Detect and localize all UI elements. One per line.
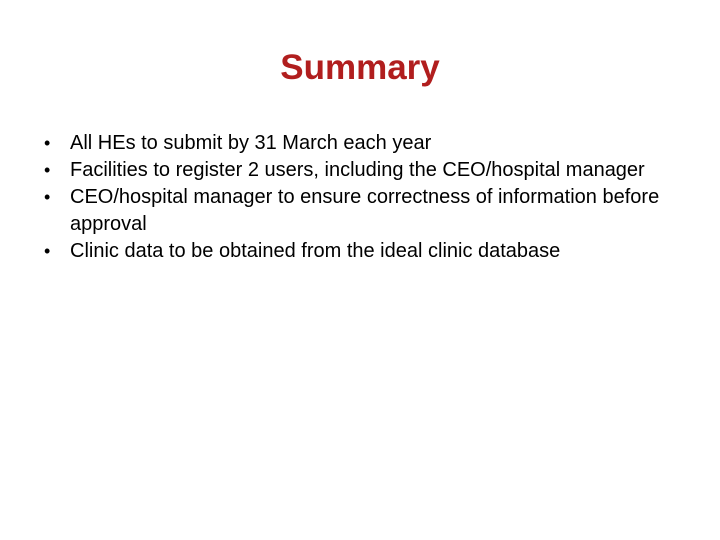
bullet-dot-icon: • xyxy=(44,241,51,261)
bullet-text: Clinic data to be obtained from the ideal clinic database xyxy=(70,240,561,262)
bullet-item xyxy=(44,130,684,157)
bullet-item xyxy=(44,238,684,265)
bullet-text: All HEs to submit by 31 March each year xyxy=(70,132,432,154)
bullet-item xyxy=(44,184,684,238)
bullet-list xyxy=(44,130,684,265)
bullet-text: CEO/hospital manager to ensure correctness of information before approval xyxy=(70,186,660,235)
bullet-dot-icon: • xyxy=(44,160,51,180)
bullet-item xyxy=(44,157,684,184)
slide-title: Summary xyxy=(280,48,440,87)
bullet-dot-icon: • xyxy=(44,187,51,207)
bullet-text: Facilities to register 2 users, including the CEO/hospital manager xyxy=(70,159,645,181)
bullet-dot-icon: • xyxy=(44,133,51,153)
